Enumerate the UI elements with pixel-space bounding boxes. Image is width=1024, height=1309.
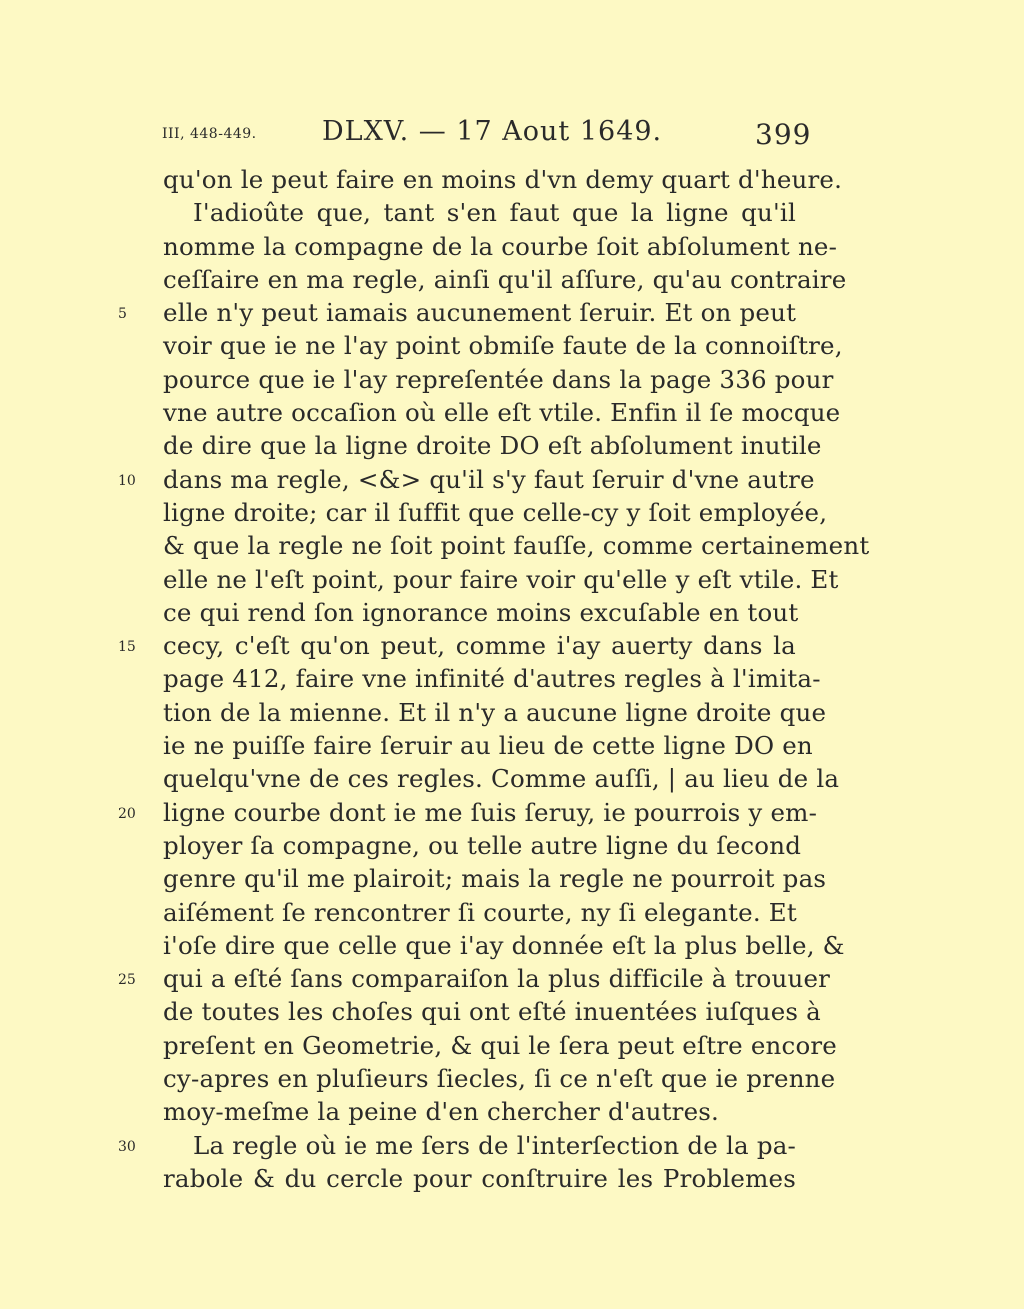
line-text: genre qu'il me plairoit; mais la regle ne pourroit pas (163, 864, 827, 894)
text-line (0, 762, 1024, 795)
line-text: nomme la compagne de la courbe ſoit abſolument ne- (163, 231, 838, 261)
line-number: 20 (118, 805, 136, 822)
text-line (0, 563, 1024, 596)
line-text: ce qui rend ſon ignorance moins excuſable en tout (163, 597, 799, 627)
text-line (0, 529, 1024, 562)
text-line (0, 1129, 1024, 1162)
text-line (0, 196, 1024, 229)
line-text: elle ne l'eſt point, pour faire voir qu'elle y eſt vtile. Et (163, 564, 839, 594)
page-header (0, 116, 1024, 156)
line-number: 30 (118, 1138, 136, 1155)
text-line (0, 263, 1024, 296)
line-text: i'oſe dire que celle que i'ay donnée eſt la plus belle, & (163, 930, 845, 960)
line-text: page 412, faire vne infinité d'autres regles à l'imita- (163, 664, 821, 694)
text-line (0, 463, 1024, 496)
line-text: quelqu'vne de ces regles. Comme auſſi, | au lieu de la (163, 764, 840, 794)
line-text: tion de la mienne. Et il n'y a aucune ligne droite que (163, 697, 827, 727)
text-line (0, 862, 1024, 895)
line-text: ligne courbe dont ie me ſuis ſeruy, ie pourrois y em- (163, 797, 818, 827)
line-text: ie ne puiſſe faire ſeruir au lieu de cette ligne DO en (163, 731, 813, 761)
page-number: 399 (755, 118, 812, 151)
text-line (0, 729, 1024, 762)
line-text: de toutes les choſes qui ont eſté inuentées iuſques à (163, 997, 821, 1027)
volume-reference: III, 448-449. (162, 126, 257, 142)
text-line (0, 696, 1024, 729)
text-line (0, 1029, 1024, 1062)
text-line (0, 1062, 1024, 1095)
line-text: I'adioûte que, tant s'en faut que la ligne qu'il (193, 198, 796, 228)
line-text: pource que ie l'ay repreſentée dans la page 336 pour (163, 364, 834, 394)
letter-title: DLXV. — 17 Aout 1649. (322, 116, 663, 147)
line-text: ceſſaire en ma regle, ainſi qu'il aſſure, qu'au contraire (163, 264, 847, 294)
line-text: elle n'y peut iamais aucunement ſeruir. Et on peut (163, 298, 797, 328)
line-text: de dire que la ligne droite DO eſt abſolument inutile (163, 431, 822, 461)
text-line (0, 796, 1024, 829)
text-line (0, 662, 1024, 695)
text-line (0, 396, 1024, 429)
line-text: dans ma regle, <&> qu'il s'y faut ſeruir d'vne autre (163, 464, 815, 494)
line-text: preſent en Geometrie, & qui le ſera peut eſtre encore (163, 1030, 838, 1060)
line-number: 15 (118, 639, 136, 656)
line-text: rabole & du cercle pour conſtruire les Problemes (163, 1163, 796, 1193)
text-line (0, 995, 1024, 1028)
line-text: cecy, c'eſt qu'on peut, comme i'ay auerty dans la (163, 631, 796, 661)
text-line (0, 363, 1024, 396)
line-number: 25 (118, 972, 136, 989)
line-text: moy-meſme la peine d'en chercher d'autres. (163, 1097, 720, 1127)
line-text: & que la regle ne ſoit point fauſſe, comme certainement (163, 531, 870, 561)
text-line (0, 296, 1024, 329)
line-text: ligne droite; car il ſuffit que celle-cy y ſoit employée, (163, 497, 828, 527)
line-text: vne autre occaſion où elle eſt vtile. Enfin il ſe mocque (163, 398, 841, 428)
text-line (0, 896, 1024, 929)
line-text: aiſément ſe rencontrer ſi courte, ny ſi elegante. Et (163, 897, 797, 927)
line-text: cy-apres en pluſieurs ſiecles, ſi ce n'eſt que ie prenne (163, 1064, 836, 1094)
text-line (0, 230, 1024, 263)
line-text: La regle où ie me ſers de l'interſection de la pa- (193, 1130, 796, 1160)
line-number: 5 (118, 306, 127, 323)
text-line (0, 329, 1024, 362)
line-text: voir que ie ne l'ay point obmiſe faute de la connoiſtre, (163, 331, 843, 361)
text-line (0, 1095, 1024, 1128)
line-text: qui a eſté ſans comparaiſon la plus difficile à trouuer (163, 964, 831, 994)
text-line (0, 163, 1024, 196)
text-line (0, 929, 1024, 962)
line-text: qu'on le peut faire en moins d'vn demy quart d'heure. (163, 165, 843, 194)
text-line (0, 429, 1024, 462)
text-line (0, 1162, 1024, 1195)
text-line (0, 596, 1024, 629)
line-text: ployer ſa compagne, ou telle autre ligne du ſecond (163, 830, 802, 860)
text-line (0, 829, 1024, 862)
text-line (0, 496, 1024, 529)
line-number: 10 (118, 472, 136, 489)
text-line (0, 629, 1024, 662)
text-line (0, 962, 1024, 995)
body-text (0, 163, 1024, 1195)
